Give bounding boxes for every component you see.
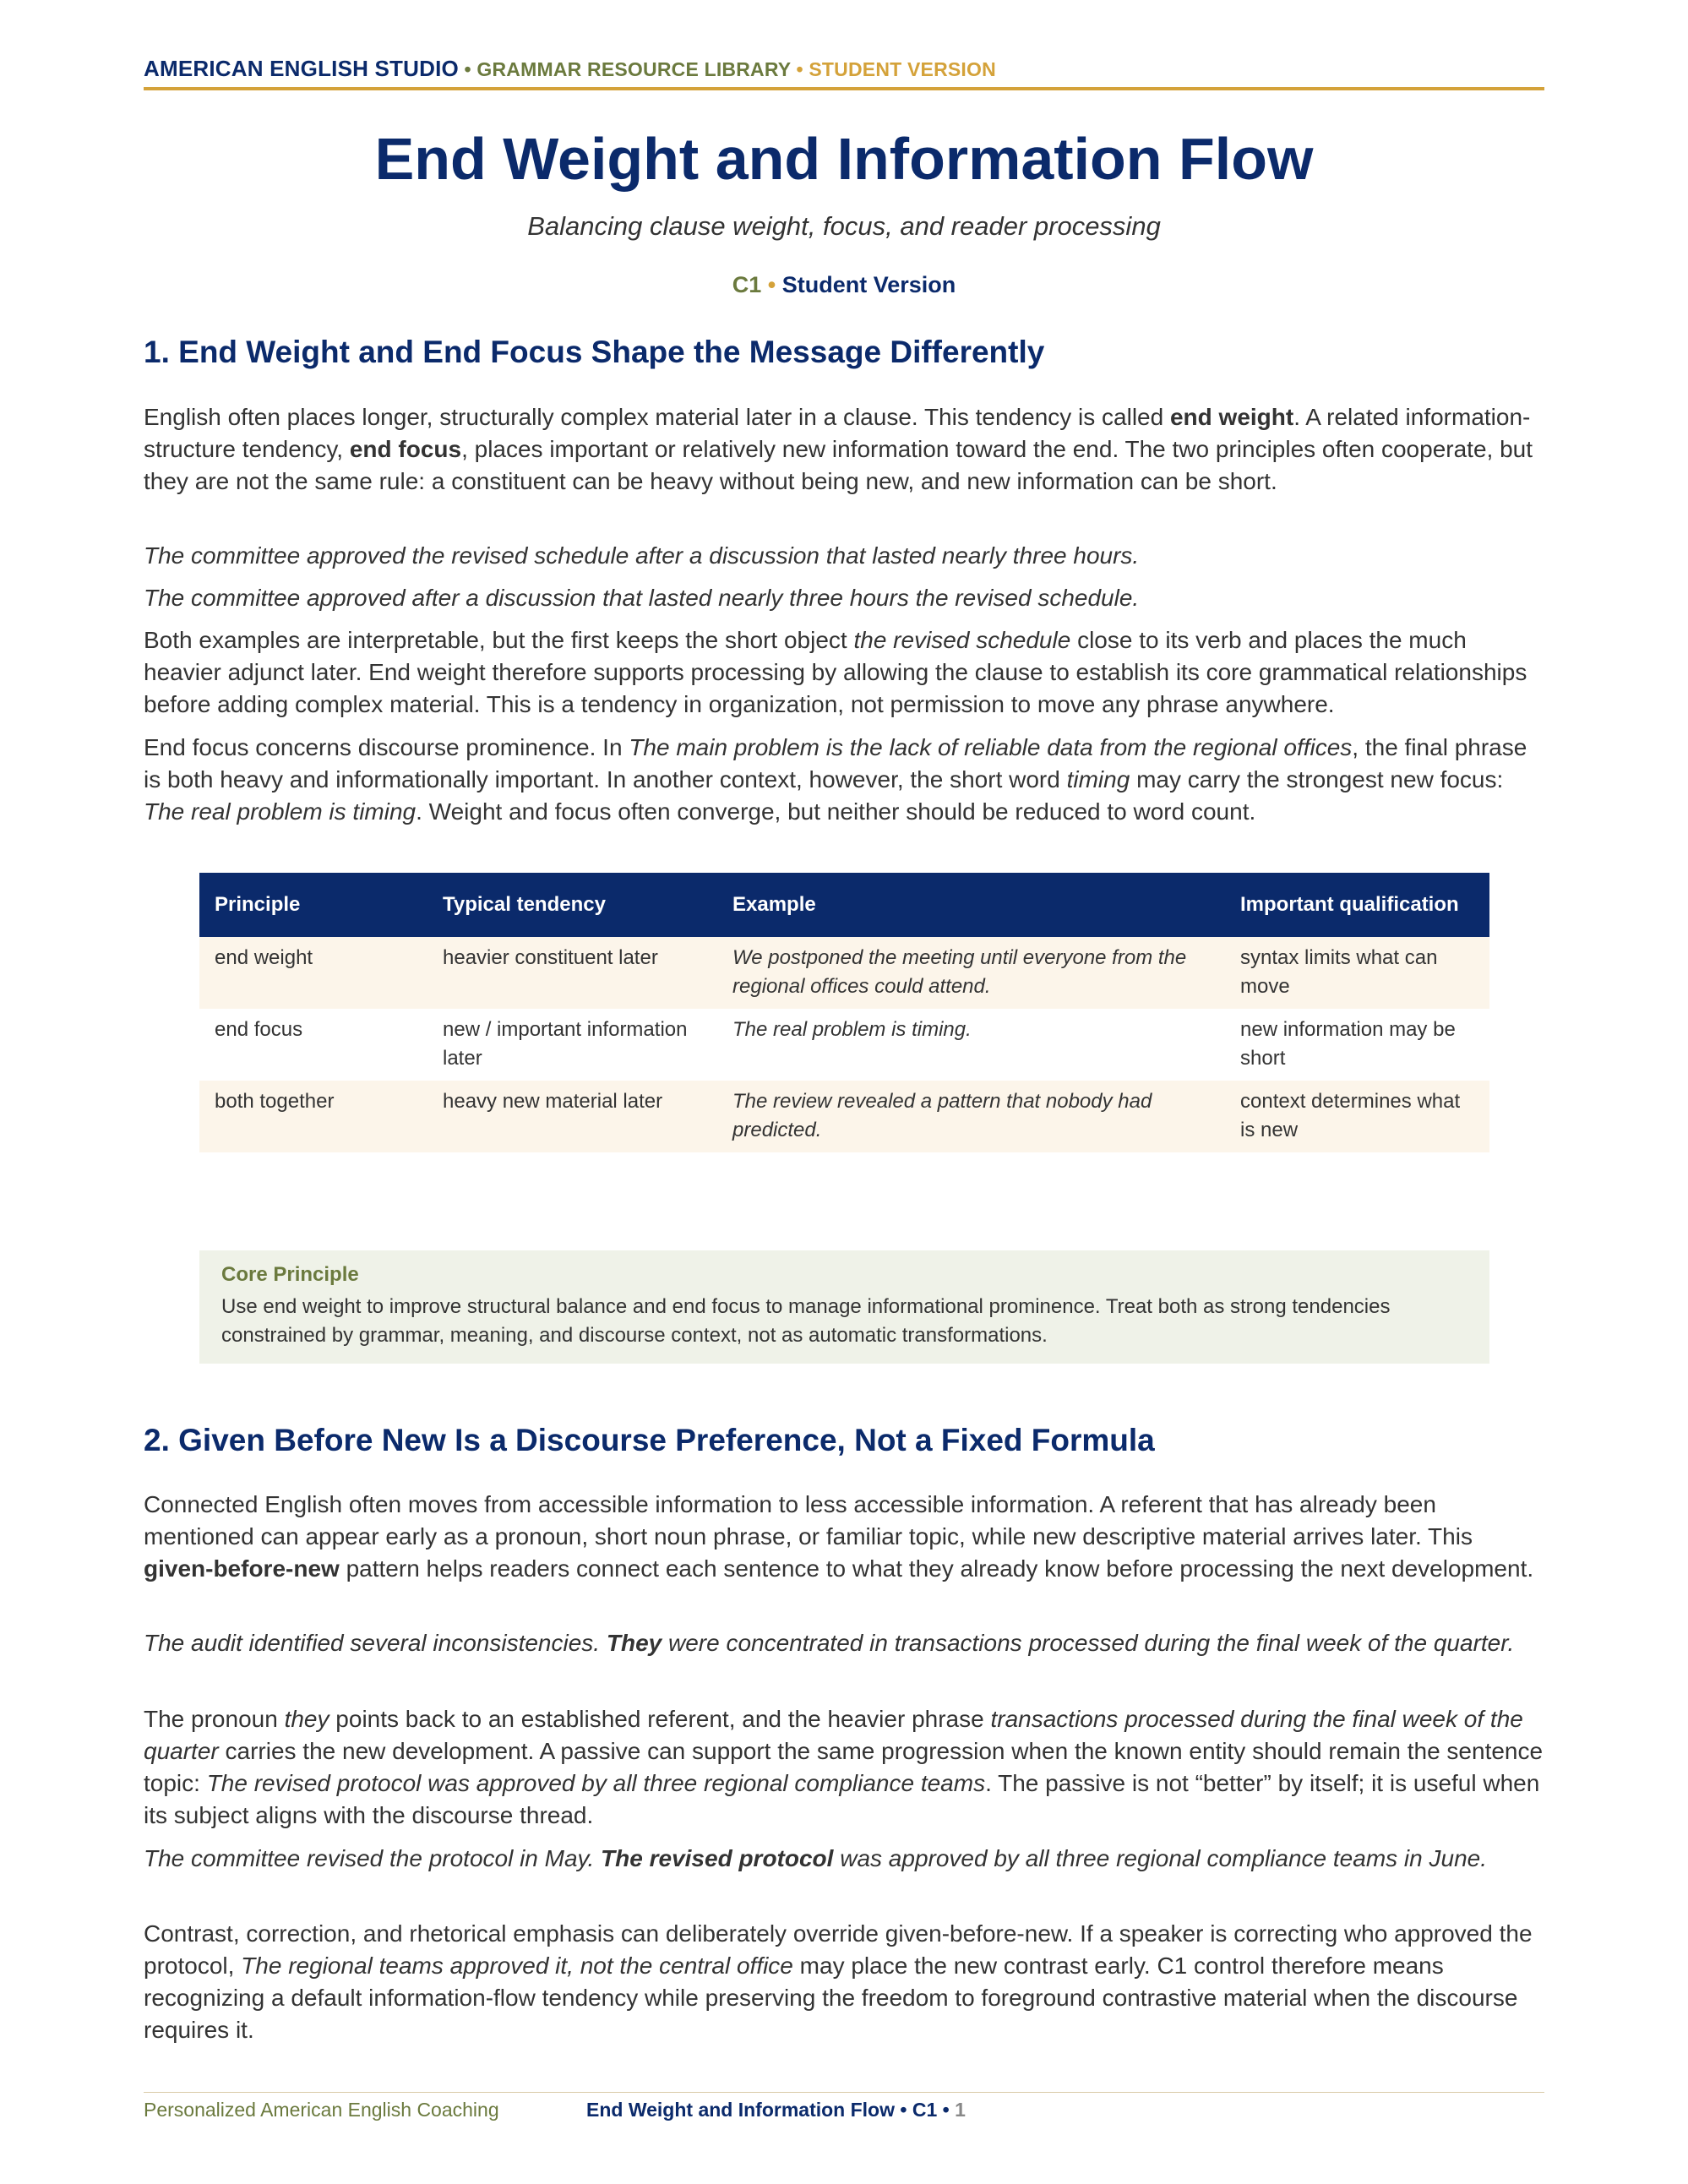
- level-label: Student Version: [781, 272, 956, 297]
- header-rule: [144, 87, 1544, 90]
- footer-level: C1: [912, 2099, 938, 2121]
- footer-doc-title: End Weight and Information Flow: [586, 2099, 895, 2121]
- principles-table: [199, 873, 1489, 1152]
- document-title: End Weight and Information Flow: [374, 126, 1314, 192]
- level-code: C1: [732, 272, 762, 297]
- section-1-paragraph-2: Both examples are interpretable, but the first keeps the short object the revised schedule close to its verb and places the much heavier adjunct later. End weight therefore supports processing by allowing the clause to establish its core grammatical relationships before adding complex material. This is a tendency in organization, not permission to move any phrase anywhere.: [144, 627, 1527, 717]
- section-2-heading: 2. Given Before New Is a Discourse Preference, Not a Fixed Formula: [144, 1423, 1155, 1457]
- level-separator: •: [767, 272, 776, 297]
- footer-left-text: Personalized American English Coaching: [144, 2099, 499, 2121]
- table-cell: heavy new material later: [427, 1081, 717, 1152]
- table-cell: The review revealed a pattern that nobody had predicted.: [717, 1081, 1225, 1152]
- section-1-example-1: The committee approved the revised schedule after a discussion that lasted nearly three hours.: [144, 542, 1140, 569]
- table-cell: We postponed the meeting until everyone from the regional offices could attend.: [717, 937, 1225, 1009]
- brand-name: AMERICAN ENGLISH STUDIO: [144, 56, 459, 81]
- document-subtitle: Balancing clause weight, focus, and reader processing: [527, 211, 1161, 241]
- table-cell: both together: [199, 1081, 427, 1152]
- section-1-example-2: The committee approved after a discussion that lasted nearly three hours the revised schedule.: [144, 585, 1140, 611]
- section-1-paragraph-1: English often places longer, structurally complex material later in a clause. This tendency is called end weight. A related information-structure tendency, end focus, places important or relatively new information toward the end. The two principles often cooperate, but they are not the same rule: a constituent can be heavy without being new, and new information can be short.: [144, 404, 1533, 494]
- footer-rule: [144, 2092, 1544, 2093]
- section-2-paragraph-2: The pronoun they points back to an established referent, and the heavier phrase transactions processed during the final week of the quarter carries the new development. A passive can support the same progression when the known entity should remain the sentence topic: The revised protocol was approved by all three regional compliance teams. The passive is not “better” by itself; it is useful when its subject aligns with the discourse thread.: [144, 1706, 1544, 1828]
- table-header-row: [199, 873, 1489, 937]
- section-2-paragraph-3: Contrast, correction, and rhetorical emphasis can deliberately override given-before-new. If a speaker is correcting who approved the protocol, The regional teams approved it, not the central office may place the new contrast early. C1 control therefore means recognizing a default information-flow tendency while preserving the freedom to foreground contrastive material when the discourse requires it.: [144, 1920, 1533, 2043]
- header-bar: [144, 56, 1544, 82]
- callout-body: Use end weight to improve structural balance and end focus to manage informational prominence. Treat both as strong tendencies constrained by grammar, meaning, and discourse context, not as automatic transformations.: [221, 1295, 1391, 1347]
- table-row: [199, 1081, 1489, 1152]
- table-cell: new information may be short: [1225, 1009, 1489, 1081]
- table-header-cell: Typical tendency: [427, 873, 717, 937]
- table-cell: end focus: [199, 1009, 427, 1081]
- footer-separator: •: [900, 2099, 907, 2121]
- level-line: [144, 272, 1544, 298]
- section-2-paragraph-1: Connected English often moves from accessible information to less accessible information. A referent that has already been mentioned can appear early as a pronoun, short noun phrase, or familiar topic, while new descriptive material arrives later. This given-before-new pattern helps readers connect each sentence to what they already know before processing the next development.: [144, 1491, 1534, 1582]
- library-name: GRAMMAR RESOURCE LIBRARY: [476, 58, 791, 80]
- section-2-example-2: The committee revised the protocol in May. The revised protocol was approved by all three regional compliance teams in June.: [144, 1845, 1487, 1871]
- version-label: STUDENT VERSION: [809, 58, 996, 80]
- table-row: [199, 937, 1489, 1009]
- table-cell: heavier constituent later: [427, 937, 717, 1009]
- table-row: [199, 1009, 1489, 1081]
- callout-title: Core Principle: [221, 1263, 359, 1286]
- table-cell: The real problem is timing.: [717, 1009, 1225, 1081]
- header-separator: •: [796, 58, 803, 80]
- table-header-cell: Important qualification: [1225, 873, 1489, 937]
- table-header-cell: Example: [717, 873, 1225, 937]
- section-2-example-1: The audit identified several inconsistencies. They were concentrated in transactions processed during the final week of the quarter.: [144, 1630, 1515, 1656]
- footer-separator: •: [942, 2099, 950, 2121]
- footer-doc-info: [586, 2099, 966, 2121]
- section-1-paragraph-3: End focus concerns discourse prominence. In The main problem is the lack of reliable data from the regional offices, the final phrase is both heavy and informationally important. In another context, however, the short word timing may carry the strongest new focus: The real problem is timing. Weight and focus often converge, but neither should be reduced to word count.: [144, 734, 1527, 825]
- table-header-cell: Principle: [199, 873, 427, 937]
- table-cell: context determines what is new: [1225, 1081, 1489, 1152]
- table-cell: syntax limits what can move: [1225, 937, 1489, 1009]
- table-cell: new / important information later: [427, 1009, 717, 1081]
- page-number: 1: [955, 2099, 966, 2121]
- section-1-heading: 1. End Weight and End Focus Shape the Message Differently: [144, 335, 1045, 369]
- core-principle-callout: [199, 1250, 1489, 1364]
- table-cell: end weight: [199, 937, 427, 1009]
- header-separator: •: [464, 58, 471, 80]
